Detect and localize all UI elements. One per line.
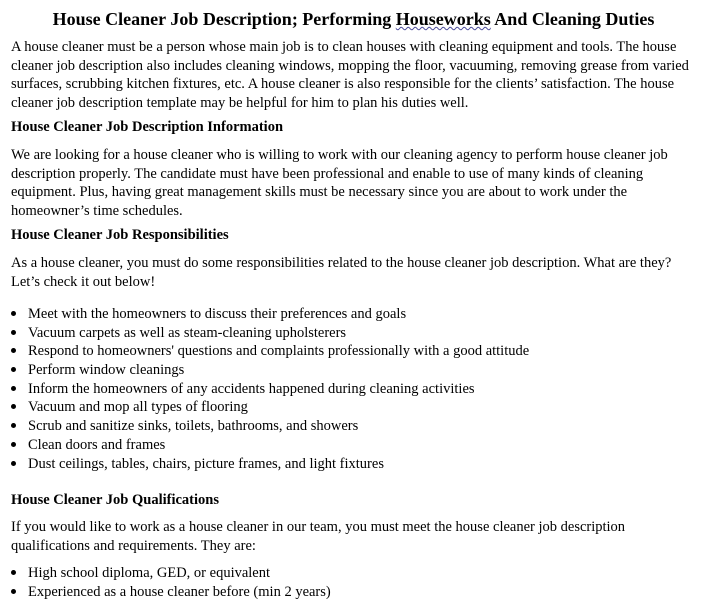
- list-item-text: Perform window cleanings: [28, 362, 185, 379]
- intro-paragraph: A house cleaner must be a person whose main job is to clean houses with cleaning equipment and tools. The house cleaner job description also includes cleaning windows, mopping the floor, vacuuming, removing grease from varied surfaces, scrubbing kitchen fixtures, etc. A house cleaner is also responsible for the clients’ satisfaction. The house cleaner job description template may be helpful for him to plan his duties well.: [11, 39, 689, 111]
- bullet-icon: [11, 348, 16, 353]
- list-item: [11, 380, 701, 399]
- list-item: [11, 564, 701, 583]
- information-heading: House Cleaner Job Description Information: [11, 119, 284, 135]
- list-item-text: Vacuum and mop all types of flooring: [28, 399, 248, 416]
- bullet-icon: [11, 311, 16, 316]
- bullet-icon: [11, 589, 16, 594]
- responsibilities-paragraph: As a house cleaner, you must do some responsibilities related to the house cleaner job description. What are they? Let’s check it out below!: [11, 255, 672, 290]
- list-item-text: Experienced as a house cleaner before (min 2 years): [28, 583, 331, 600]
- list-item-text: Vacuum carpets as well as steam-cleaning upholsterers: [28, 324, 347, 341]
- bullet-icon: [11, 442, 16, 447]
- list-item: [11, 583, 701, 601]
- list-item-text: Clean doors and frames: [28, 436, 166, 453]
- list-item-text: Respond to homeowners' questions and complaints professionally with a good attitude: [28, 343, 530, 360]
- list-item: [11, 398, 701, 417]
- title-part-1: House Cleaner Job Description; Performing: [52, 9, 396, 29]
- list-item: [11, 305, 701, 324]
- title-misspelled-word: Houseworks: [395, 9, 491, 29]
- information-paragraph: We are looking for a house cleaner who is willing to work with our cleaning agency to perform house cleaner job description properly. The candidate must have been professional and enable to use of many kinds of cleaning equipment. Plus, having great management skills must be necessary since you are about to work under the homeowner’s time schedules.: [11, 147, 668, 219]
- qualifications-heading: House Cleaner Job Qualifications: [11, 492, 219, 508]
- list-item-text: Dust ceilings, tables, chairs, picture frames, and light fixtures: [28, 455, 384, 472]
- list-item-text: High school diploma, GED, or equivalent: [28, 565, 271, 581]
- bullet-icon: [11, 461, 16, 466]
- bullet-icon: [11, 570, 16, 575]
- bullet-icon: [11, 404, 16, 409]
- list-item: [11, 342, 701, 361]
- qualifications-list: [11, 564, 701, 601]
- list-item: [11, 436, 701, 455]
- list-item-text: Scrub and sanitize sinks, toilets, bathrooms, and showers: [28, 418, 359, 435]
- bullet-icon: [11, 386, 16, 391]
- bullet-icon: [11, 423, 16, 428]
- responsibilities-list: [11, 305, 701, 473]
- title-part-3: And Cleaning Duties: [490, 9, 655, 29]
- list-item: [11, 324, 701, 343]
- qualifications-paragraph: If you would like to work as a house cleaner in our team, you must meet the house cleaner job description qualifications and requirements. They are:: [11, 519, 626, 554]
- page-title: [0, 8, 707, 30]
- list-item-text: Meet with the homeowners to discuss their preferences and goals: [28, 306, 407, 322]
- list-item-text: Inform the homeowners of any accidents happened during cleaning activities: [28, 380, 475, 397]
- list-item: [11, 417, 701, 436]
- responsibilities-heading: House Cleaner Job Responsibilities: [11, 227, 229, 243]
- list-item: [11, 361, 701, 380]
- bullet-icon: [11, 367, 16, 372]
- bullet-icon: [11, 330, 16, 335]
- list-item: [11, 455, 701, 474]
